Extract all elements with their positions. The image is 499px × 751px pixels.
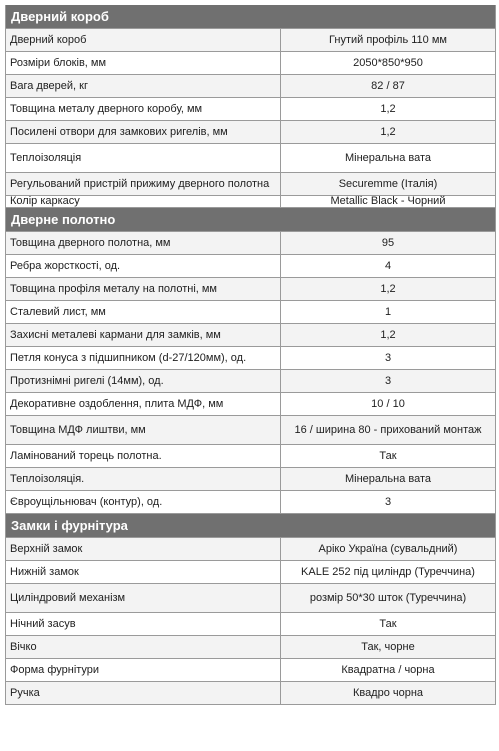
spec-value: 1 bbox=[384, 305, 392, 318]
spec-value: Квадро чорна bbox=[352, 686, 424, 699]
spec-label: Протизнімні ригелі (14мм), од. bbox=[6, 370, 281, 392]
spec-value: Гнутий профіль 110 мм bbox=[329, 33, 447, 46]
spec-value: 82 / 87 bbox=[371, 79, 405, 92]
spec-row bbox=[6, 613, 495, 636]
spec-row bbox=[6, 491, 495, 514]
spec-value: Так bbox=[379, 617, 397, 630]
spec-row bbox=[6, 52, 495, 75]
spec-value: 3 bbox=[384, 374, 392, 387]
spec-row bbox=[6, 98, 495, 121]
spec-label: Товщина металу дверного коробу, мм bbox=[6, 98, 281, 120]
spec-label: Форма фурнітури bbox=[6, 659, 281, 681]
spec-row bbox=[6, 196, 495, 208]
spec-value: 2050*850*950 bbox=[353, 56, 423, 69]
spec-row bbox=[6, 301, 495, 324]
section bbox=[6, 5, 495, 208]
spec-value: 1,2 bbox=[380, 125, 396, 138]
spec-row bbox=[6, 144, 495, 173]
spec-row bbox=[6, 659, 495, 682]
spec-label: Розміри блоків, мм bbox=[6, 52, 281, 74]
spec-row bbox=[6, 324, 495, 347]
spec-value: Так bbox=[379, 449, 397, 462]
spec-value: 3 bbox=[384, 351, 392, 364]
spec-row bbox=[6, 538, 495, 561]
spec-value: 1,2 bbox=[380, 282, 396, 295]
spec-label: Колір каркасу bbox=[6, 196, 281, 207]
section bbox=[6, 514, 495, 705]
spec-label: Товщина МДФ лиштви, мм bbox=[6, 416, 281, 444]
spec-label: Петля конуса з підшипником (d-27/120мм), од. bbox=[6, 347, 281, 369]
spec-value: Metallic Black - Чорний bbox=[330, 195, 446, 207]
spec-label: Євроущільнювач (контур), од. bbox=[6, 491, 281, 513]
spec-row bbox=[6, 416, 495, 445]
spec-row bbox=[6, 347, 495, 370]
spec-value: 16 / ширина 80 - прихований монтаж bbox=[294, 423, 482, 436]
spec-row bbox=[6, 255, 495, 278]
spec-label: Дверний короб bbox=[6, 29, 281, 51]
spec-value: Квадратна / чорна bbox=[341, 663, 435, 676]
spec-value: KALE 252 під циліндр (Туреччина) bbox=[301, 565, 475, 578]
spec-table bbox=[5, 5, 496, 705]
spec-value: Securemme (Італія) bbox=[338, 177, 438, 190]
spec-row bbox=[6, 561, 495, 584]
spec-value: 1,2 bbox=[380, 102, 396, 115]
spec-label: Захисні металеві кармани для замків, мм bbox=[6, 324, 281, 346]
section-header: Дверний короб bbox=[6, 5, 495, 29]
spec-row bbox=[6, 75, 495, 98]
spec-row bbox=[6, 445, 495, 468]
spec-row bbox=[6, 584, 495, 613]
spec-label: Теплоізоляція bbox=[6, 144, 281, 172]
spec-label: Вага дверей, кг bbox=[6, 75, 281, 97]
spec-row bbox=[6, 232, 495, 255]
spec-value: 95 bbox=[381, 236, 395, 249]
spec-value: 10 / 10 bbox=[371, 397, 405, 410]
spec-value: 4 bbox=[384, 259, 392, 272]
spec-value: Мінеральна вата bbox=[344, 151, 432, 164]
spec-row bbox=[6, 370, 495, 393]
spec-row bbox=[6, 468, 495, 491]
spec-row bbox=[6, 636, 495, 659]
spec-row bbox=[6, 393, 495, 416]
spec-label: Циліндровий механізм bbox=[6, 584, 281, 612]
spec-label: Ламінований торець полотна. bbox=[6, 445, 281, 467]
spec-label: Ребра жорсткості, од. bbox=[6, 255, 281, 277]
spec-label: Нічний засув bbox=[6, 613, 281, 635]
spec-label: Нижній замок bbox=[6, 561, 281, 583]
spec-label: Вічко bbox=[6, 636, 281, 658]
spec-label: Регульований пристрій прижиму дверного полотна bbox=[6, 173, 281, 195]
spec-label: Декоративне оздоблення, плита МДФ, мм bbox=[6, 393, 281, 415]
spec-row bbox=[6, 29, 495, 52]
section-header: Дверне полотно bbox=[6, 208, 495, 232]
spec-value: 3 bbox=[384, 495, 392, 508]
spec-label: Сталевий лист, мм bbox=[6, 301, 281, 323]
spec-row bbox=[6, 173, 495, 196]
spec-row bbox=[6, 121, 495, 144]
spec-row bbox=[6, 278, 495, 301]
spec-value: 1,2 bbox=[380, 328, 396, 341]
spec-label: Теплоізоляція. bbox=[6, 468, 281, 490]
spec-label: Товщина профіля металу на полотні, мм bbox=[6, 278, 281, 300]
section bbox=[6, 208, 495, 514]
spec-value: Мінеральна вата bbox=[344, 472, 432, 485]
spec-row bbox=[6, 682, 495, 705]
spec-value: розмір 50*30 шток (Туреччина) bbox=[309, 591, 467, 604]
spec-label: Посилені отвори для замкових ригелів, мм bbox=[6, 121, 281, 143]
spec-label: Ручка bbox=[6, 682, 281, 704]
spec-value: Аріко Україна (сувальдний) bbox=[318, 542, 458, 555]
spec-label: Верхній замок bbox=[6, 538, 281, 560]
spec-label: Товщина дверного полотна, мм bbox=[6, 232, 281, 254]
section-header: Замки і фурнітура bbox=[6, 514, 495, 538]
spec-value: Так, чорне bbox=[361, 640, 415, 653]
